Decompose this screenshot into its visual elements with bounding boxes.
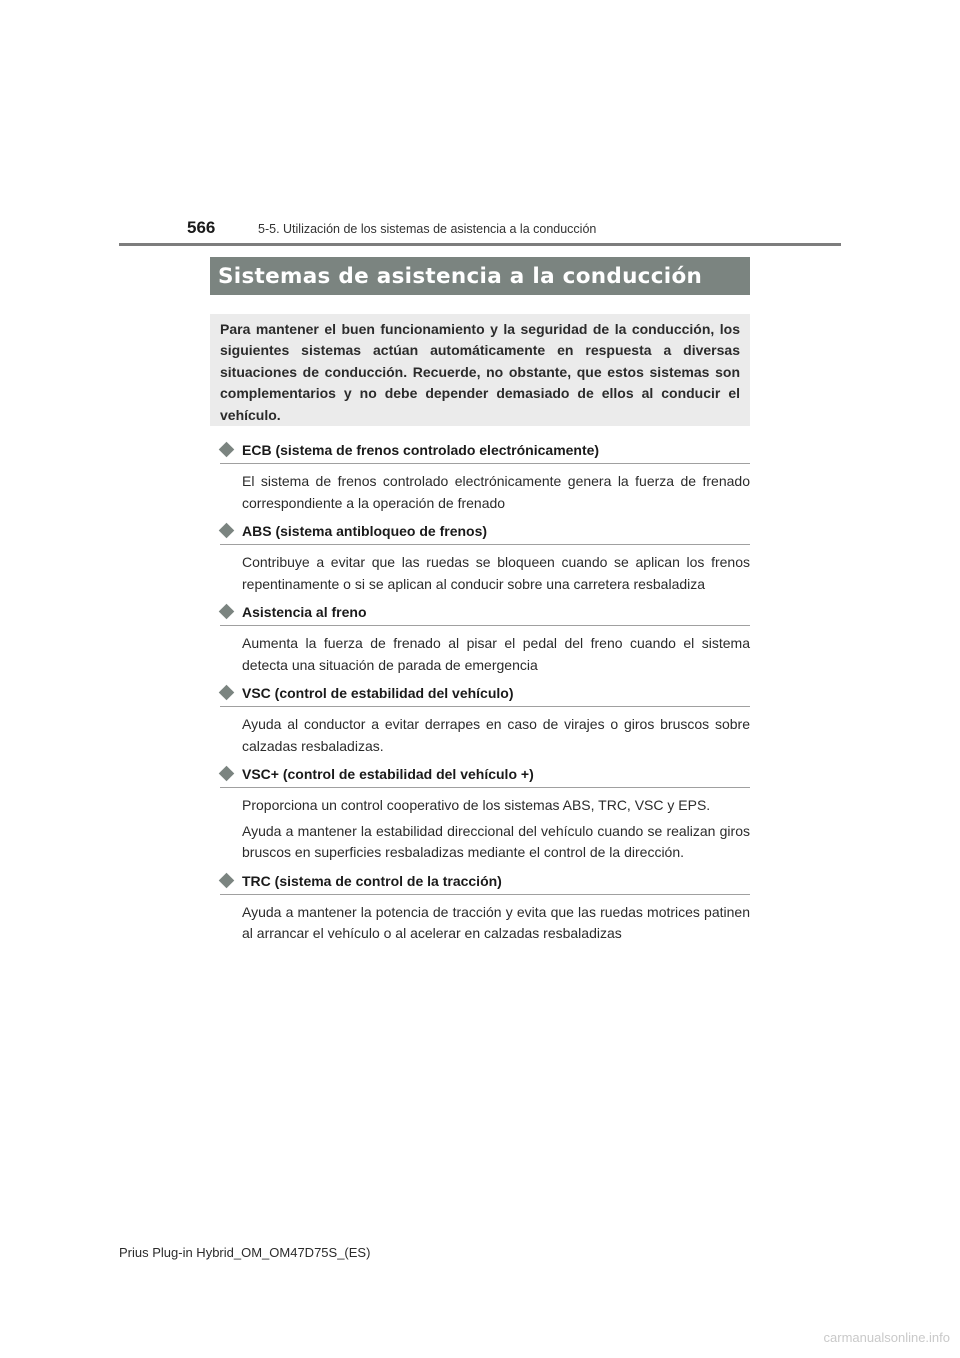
item-heading — [220, 684, 750, 707]
item-heading — [220, 522, 750, 545]
item-body — [242, 902, 750, 945]
list-item — [220, 684, 750, 757]
item-paragraph: Ayuda a mantener la potencia de tracción y evita que las ruedas motrices patinen al arrancar el vehículo o al acelerar en calzadas resbaladizas — [242, 903, 750, 941]
item-heading-text: ECB (sistema de frenos controlado electrónicamente) — [242, 442, 600, 458]
list-item — [220, 872, 750, 945]
list-item — [220, 441, 750, 514]
header-divider — [119, 243, 841, 246]
item-heading — [220, 441, 750, 464]
item-paragraph: Ayuda al conductor a evitar derrapes en caso de virajes o giros bruscos sobre calzadas resbaladizas. — [242, 716, 750, 754]
item-body — [242, 795, 750, 864]
item-heading — [220, 765, 750, 788]
item-paragraph: Ayuda a mantener la estabilidad direccional del vehículo cuando se realizan giros bruscos en superficies resbaladizas mediante el control de la dirección. — [242, 822, 750, 860]
diamond-bullet-icon — [219, 442, 235, 458]
list-item — [220, 765, 750, 864]
list-item — [220, 522, 750, 595]
item-heading-text: Asistencia al freno — [242, 604, 367, 620]
section-title-bar — [210, 257, 750, 295]
list-item — [220, 603, 750, 676]
item-body — [242, 633, 750, 676]
item-heading — [220, 603, 750, 626]
item-paragraph: El sistema de frenos controlado electrónicamente genera la fuerza de frenado correspondiente a la operación de frenado — [242, 473, 750, 511]
item-paragraph: Proporciona un control cooperativo de los sistemas ABS, TRC, VSC y EPS. — [242, 797, 711, 813]
item-heading-text: VSC+ (control de estabilidad del vehículo +) — [242, 766, 534, 782]
diamond-bullet-icon — [219, 766, 235, 782]
item-paragraph: Contribuye a evitar que las ruedas se bloqueen cuando se aplican los frenos repentinamente o si se aplican al conducir sobre una carretera resbaladiza — [242, 554, 750, 592]
item-heading — [220, 872, 750, 895]
section-reference: 5-5. Utilización de los sistemas de asistencia a la conducción — [258, 222, 597, 236]
diamond-bullet-icon — [219, 604, 235, 620]
page-number: 566 — [187, 218, 216, 237]
footer-document-id: Prius Plug-in Hybrid_OM_OM47D75S_(ES) — [119, 1245, 371, 1260]
item-body — [242, 471, 750, 514]
watermark: carmanualsonline.info — [823, 1330, 950, 1345]
item-heading-text: ABS (sistema antibloqueo de frenos) — [242, 523, 488, 539]
item-body — [242, 552, 750, 595]
intro-box — [210, 314, 750, 426]
diamond-bullet-icon — [219, 872, 235, 888]
item-paragraph: Aumenta la fuerza de frenado al pisar el pedal del freno cuando el sistema detecta una situación de parada de emergencia — [242, 635, 750, 673]
diamond-bullet-icon — [219, 685, 235, 701]
item-heading-text: VSC (control de estabilidad del vehículo) — [242, 685, 514, 701]
system-list — [220, 441, 750, 953]
diamond-bullet-icon — [219, 523, 235, 539]
page-title: Sistemas de asistencia a la conducción — [218, 263, 703, 289]
item-body — [242, 714, 750, 757]
item-heading-text: TRC (sistema de control de la tracción) — [242, 872, 502, 889]
intro-text: Para mantener el buen funcionamiento y la seguridad de la conducción, los siguientes sistemas actúan automáticamente en respuesta a diversas situaciones de conducción. Recuerde, no obstante, que estos sistemas son complementarios y no debe depender demasiado de ellos al conducir el vehículo. — [220, 321, 740, 423]
